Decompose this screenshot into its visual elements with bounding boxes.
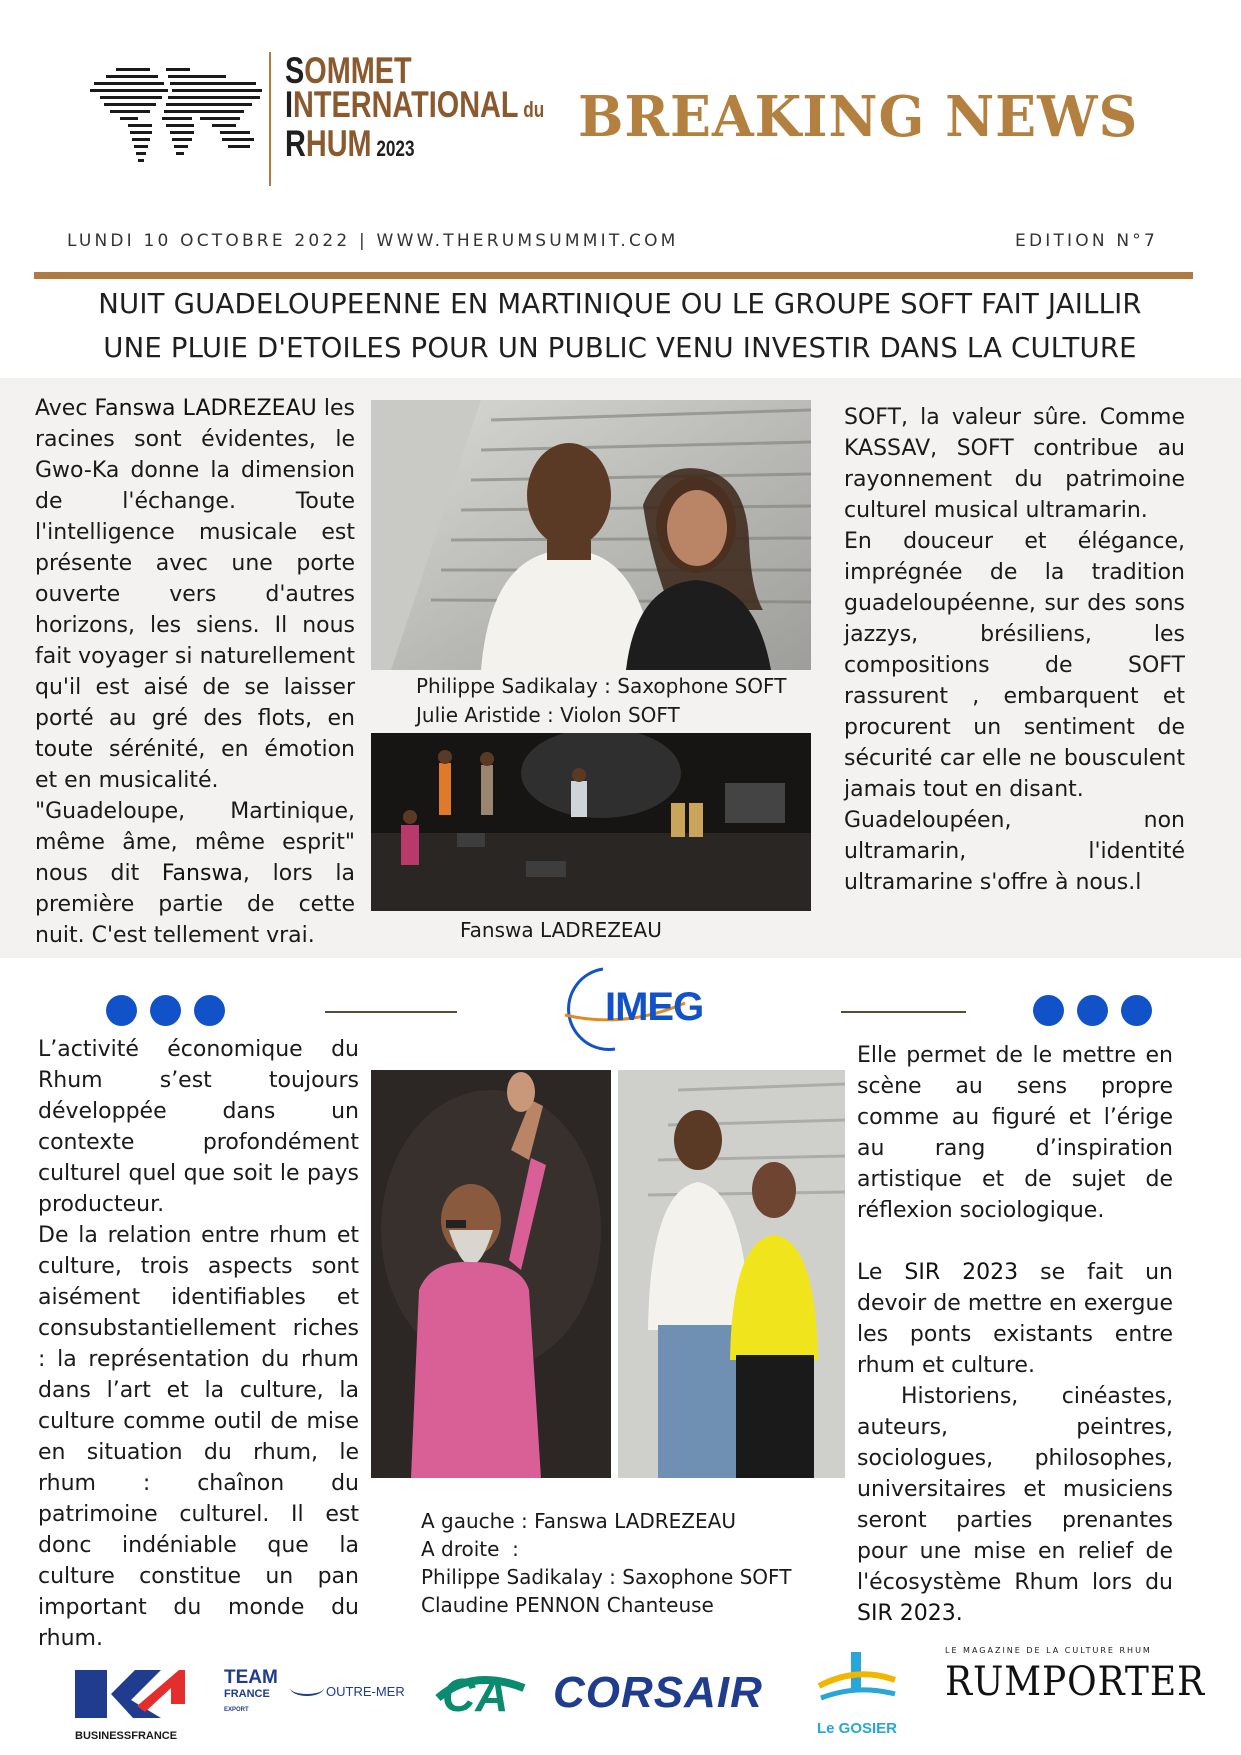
paragraph: Historiens, cinéastes, auteurs, peintres, sociologues, philosophes, universitaires et musiciens seront parties prenantes pour une mise en relief de l'écosystème Rhum lors du SIR 2023. [857, 1384, 1173, 1626]
photo-duo-staircase [371, 400, 811, 670]
top-left-column [35, 393, 355, 951]
headline [40, 282, 1200, 370]
decorative-dots-left [106, 995, 238, 1029]
imeg-logo-text: IMEG [605, 985, 704, 1029]
bottom-right-column [857, 1040, 1173, 1629]
corsair-logo: CORSAIR [553, 1668, 763, 1717]
imeg-logo [555, 963, 705, 1055]
photo-caption: A gauche : Fanswa LADREZEAU A droite : Philippe Sadikalay : Saxophone SOFT Claudine PENNON Chanteuse [421, 1509, 792, 1617]
page-title: BREAKING NEWS [578, 84, 1139, 150]
photo-singer-waving [371, 1070, 611, 1478]
outre-mer-logo: OUTRE-MER [290, 1680, 405, 1699]
edition-number: EDITION N°7 [1015, 231, 1158, 251]
divider-line-left [325, 1011, 457, 1013]
logo-divider [269, 52, 271, 186]
rumporter-logo: LE MAGAZINE DE LA CULTURE RHUM RUMPORTER [945, 1646, 1206, 1705]
paragraph: De la relation entre rhum et culture, trois aspects sont aisément identifiables et consubstantiellement riches : la représentation du rhum dans l’art et la culture, la culture comme outil de mise en situation du rhum, le rhum : chaînon du patrimoine culturel. Il est donc indéniable que la culture constitue un pan important du monde du rhum. [38, 1223, 359, 1651]
top-right-column [844, 402, 1185, 898]
world-map-logo [88, 66, 264, 168]
divider-line-right [841, 1011, 966, 1013]
business-france-logo: BUSINESSFRANCE [75, 1664, 187, 1744]
credit-agricole-logo: CA [432, 1658, 530, 1728]
sponsor-logos [0, 1640, 1241, 1755]
summit-logo-text: SOMMET INTERNATIONAL du RHUM 2023 [285, 50, 545, 164]
team-france-logo: TEAM FRANCE EXPORT [224, 1667, 278, 1713]
paragraph: L’activité économique du Rhum s’est toujours développée dans un contexte profondément culturel quel que soit le pays producteur. [38, 1037, 359, 1217]
photo-caption: Philippe Sadikalay : Saxophone SOFT Julie Aristide : Violon SOFT [416, 674, 787, 727]
dateline: LUNDI 10 OCTOBRE 2022 | WWW.THERUMSUMMIT.COM [67, 231, 679, 251]
photo-concert-stage [371, 733, 811, 911]
paragraph: SOFT, la valeur sûre. Comme KASSAV, SOFT contribue au rayonnement du patrimoine culturel musical ultramarin. [844, 405, 1185, 523]
paragraph: Guadeloupéen, non ultramarin, l'identité ultramarine s'offre à nous.l [844, 808, 1185, 895]
bottom-left-column [38, 1034, 359, 1654]
le-gosier-logo: Le GOSIER [815, 1646, 899, 1742]
headline-line-1: NUIT GUADELOUPEENNE EN MARTINIQUE OU LE GROUPE SOFT FAIT JAILLIR [98, 288, 1142, 320]
photo-caption: Fanswa LADREZEAU [460, 918, 662, 942]
paragraph: En douceur et élégance, imprégnée de la tradition guadeloupéenne, sur des sons jazzys, brésiliens, les compositions de SOFT rassurent , embarquent et procurent un sentiment de sécurité car elle ne bousculent jamais tout en disant. [844, 529, 1185, 802]
paragraph: Avec Fanswa LADREZEAU les racines sont évidentes, le Gwo-Ka donne la dimension de l'échange. Toute l'intelligence musicale est présente avec une porte ouverte vers d'autres horizons, les siens. Il nous fait voyager si naturellement qu'il est aisé de se laisser porté au gré des flots, en toute sérénité, en émotion et en musicalité. [35, 396, 355, 793]
headline-line-2: UNE PLUIE D'ETOILES POUR UN PUBLIC VENU INVESTIR DANS LA CULTURE [103, 332, 1137, 364]
header-rule [34, 272, 1193, 279]
decorative-dots-right [1033, 995, 1152, 1029]
paragraph: Elle permet de le mettre en scène au sens propre comme au figuré et l’érige au rang d’inspiration artistique et de sujet de réflexion sociologique. [857, 1043, 1173, 1223]
paragraph: "Guadeloupe, Martinique, même âme, même esprit" nous dit Fanswa, lors la première partie de cette nuit. C'est tellement vrai. [35, 799, 355, 948]
paragraph: Le SIR 2023 se fait un devoir de mettre en exergue les ponts existants entre rhum et culture. [857, 1260, 1173, 1378]
photo-duo-yellow-top [618, 1070, 845, 1478]
